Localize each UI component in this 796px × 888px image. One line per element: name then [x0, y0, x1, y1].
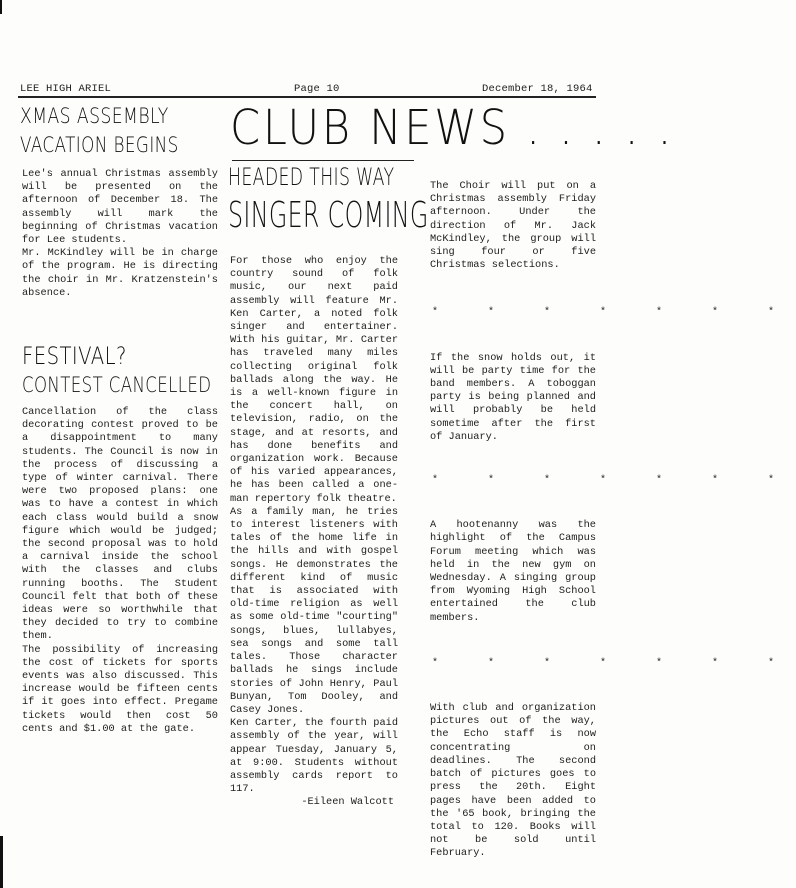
club-news-banner: CLUB NEWS . . . . .	[230, 100, 675, 156]
banner-underline	[232, 160, 414, 161]
right-column-notes	[430, 180, 796, 861]
article-paragraph: The possibility of increasing the cost of tickets for sports events was also discussed. This increase would be fifteen cents if it goes into effect. Pregame tickets would then cost 50 cents and $1.00 at the gate.	[22, 643, 218, 735]
middle-article	[230, 255, 398, 810]
left-article-top	[22, 168, 218, 300]
headline-xmas-assembly: XMAS ASSEMBLY	[20, 104, 169, 128]
star-separator: * * * * * * *	[432, 307, 796, 319]
headline-headed-this-way: HEADED THIS WAY	[228, 163, 395, 191]
page-edge-mark-bottom	[0, 836, 3, 888]
headline-festival: FESTIVAL?	[22, 342, 127, 370]
headline-contest-cancelled: CONTEST CANCELLED	[22, 373, 212, 397]
header-rule	[18, 96, 596, 98]
page-edge-mark-top	[0, 0, 2, 14]
news-item: The Choir will put on a Christmas assembly Friday afternoon. Under the direction of Mr. Jack McKindley, the group will sing four or five Christmas selections.	[430, 180, 596, 272]
page-number: Page 10	[294, 83, 340, 95]
article-paragraph: Cancellation of the class decorating contest proved to be a disappointment to many students. The Council is now in the process of discussing a type of winter carnival. There were two proposed plans: one was to have a contest in which each class would build a snow figure which would be judged; the second proposal was to hold a carnival inside the school with the classes and clubs running booths. The Student Council felt that both of these ideas were so worthwhile that they decided to try to combine them.	[22, 406, 218, 643]
issue-date: December 18, 1964	[482, 83, 593, 95]
article-byline: -Eileen Walcott	[301, 796, 394, 809]
article-paragraph: Ken Carter, the fourth paid assembly of the year, will appear Tuesday, January 5, at 9:00. Students without assembly cards report to 117.	[230, 717, 398, 796]
masthead-title: LEE HIGH ARIEL	[20, 83, 112, 95]
left-article-bottom	[22, 406, 218, 736]
star-separator: * * * * * * *	[432, 475, 796, 487]
news-item: A hootenanny was the highlight of the Campus Forum meeting which was held in the new gym on Wednesday. A singing group from Wyoming High School entertained the club members.	[430, 519, 596, 624]
headline-vacation-begins: VACATION BEGINS	[20, 133, 179, 157]
news-item: If the snow holds out, it will be party time for the band members. A toboggan party is being planned and will probably be held sometime after the first of January.	[430, 351, 596, 443]
headline-singer-coming: SINGER COMING	[228, 195, 429, 236]
article-paragraph: Lee's annual Christmas assembly will be presented on the afternoon of December 18. The assembly will mark the beginning of Christmas vacation for Lee students.	[22, 168, 218, 247]
article-paragraph: Mr. McKindley will be in charge of the program. He is directing the choir in Mr. Kratzenstein's absence.	[22, 247, 218, 299]
article-paragraph: For those who enjoy the country sound of folk music, our next paid assembly will feature Mr. Ken Carter, a noted folk singer and entertainer. With his guitar, Mr. Carter has traveled many miles collecting original folk ballads along the way. He is a well-known figure in the concert hall, on television, radio, on the stage, and at resorts, and has done benefits and organization work. Because of his varied appearances, he has been called a one-man repertory folk theatre.	[230, 255, 398, 505]
article-paragraph: As a family man, he tries to interest listeners with tales of the home life in the hills and with gospel songs. He demonstrates the different kind of music that is associated with old-time religion as well as some old-time "courting" songs, blues, lullabyes, sea songs and some tall tales. Those character ballads he sings include stories of John Henry, Paul Bunyan, Tom Dooley, and Casey Jones.	[230, 505, 398, 716]
star-separator: * * * * * * *	[432, 657, 796, 669]
news-item: With club and organization pictures out of the way, the Echo staff is now concentrating on deadlines. The second batch of pictures goes to press the 20th. Eight pages have been added to the '65 book, bringing the total to 120. Books will not be sold until February.	[430, 702, 596, 860]
